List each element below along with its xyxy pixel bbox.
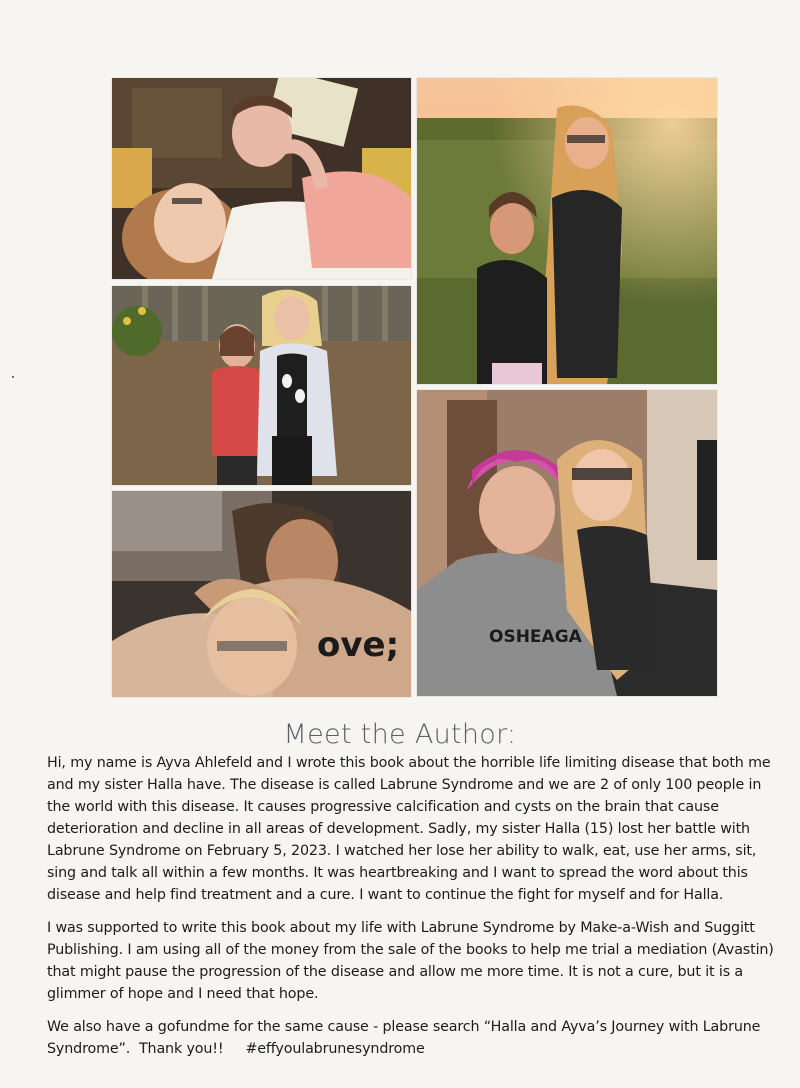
- shirt-text-osheaga: OSHEAGA: [489, 627, 582, 647]
- bio-paragraph-1: Hi, my name is Ayva Ahlefeld and I wrote this book about the horrible life limiting disease that both me and my sister Halla have. The disease is called Labrune Syndrome and we are 2 of only 100 people in the world with this disease. It causes progressive calcification and cysts on the brain that cause deterioration and decline in all areas of development. Sadly, my sister Halla (15) lost her battle with Labrune Syndrome on February 5, 2023. I watched her lose her ability to walk, eat, use her arms, sit, sing and talk all within a few months. It was heartbreaking and I want to spread the word about this disease and help find treatment and a cure. I want to continue the fight for myself and for Halla.: [47, 755, 771, 903]
- bio-paragraph-3: We also have a gofundme for the same cause - please search “Halla and Ayva’s Journey with Labrune Syndrome”. Thank you!! #effyoulabrunesyndrome: [47, 1019, 765, 1057]
- photo-hug-in-field: [417, 78, 717, 384]
- speck: [12, 376, 14, 378]
- page-heading: Meet the Author:: [283, 719, 517, 750]
- photo-girls-on-rug: [112, 78, 411, 279]
- photo-sisters-at-home: [417, 390, 717, 696]
- bio-paragraph-2: I was supported to write this book about my life with Labrune Syndrome by Make-a-Wish and Suggitt Publishing. I am using all of the money from the sale of the books to help me trial a mediation (Avastin) that might pause the progression of the disease and allow me more time. It is not a cure, but it is a glimmer of hope and I need that hope.: [47, 920, 774, 1002]
- shirt-text-love: ove;: [317, 625, 400, 665]
- photo-hug-in-car: [112, 491, 411, 697]
- author-bio: [47, 752, 787, 1071]
- photo-sisters-in-yard: [112, 286, 411, 485]
